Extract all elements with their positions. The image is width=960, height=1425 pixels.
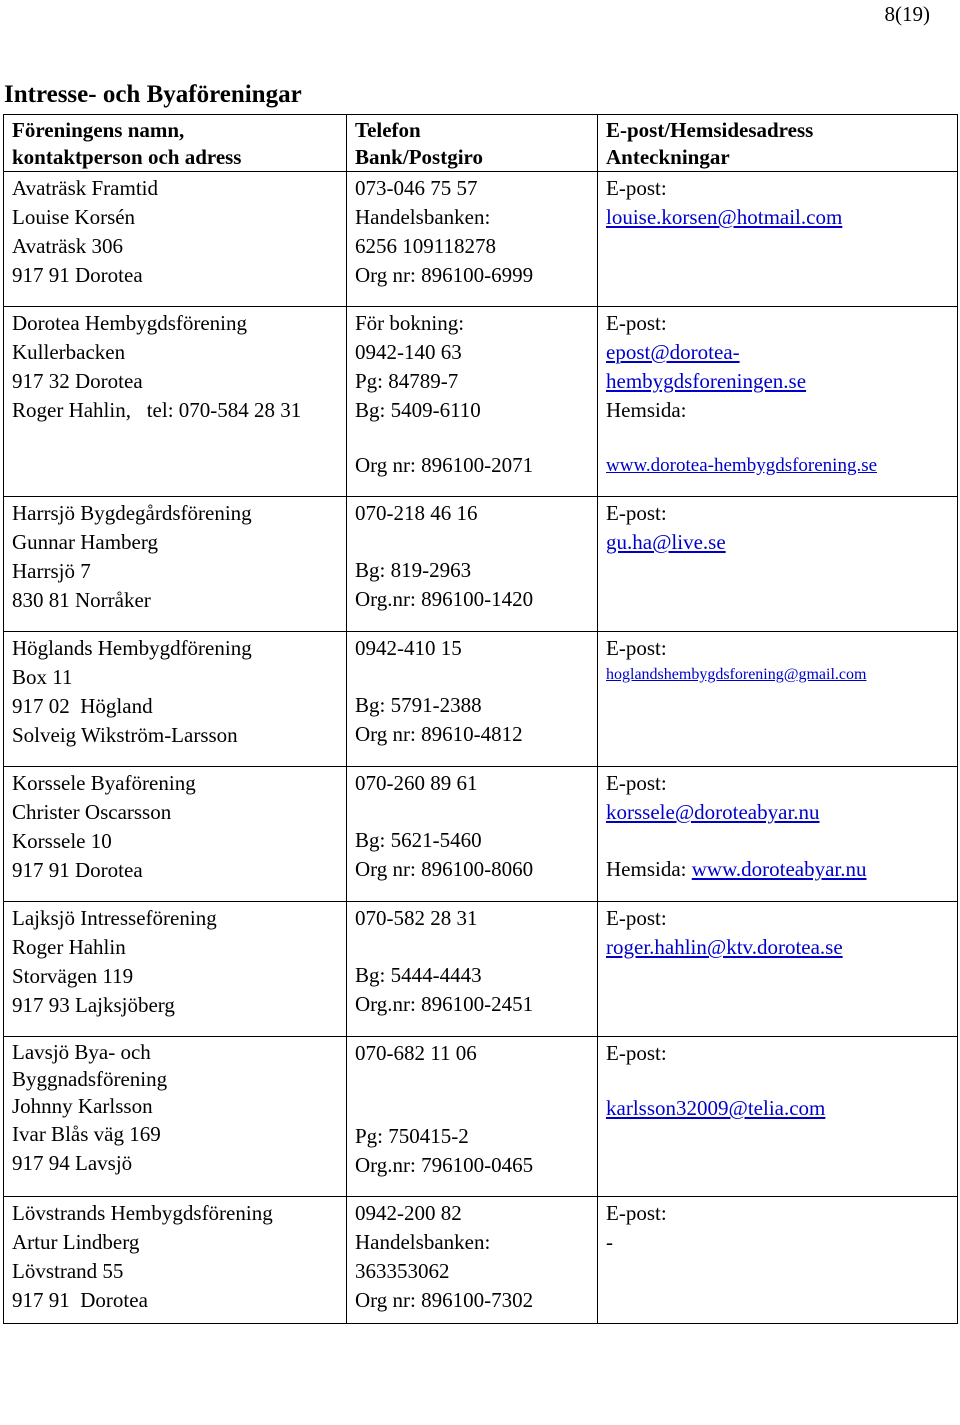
website-link[interactable]: www.doroteabyar.nu	[691, 857, 867, 881]
bank-line: Handelsbanken:	[355, 205, 491, 229]
booking-label: För bokning:	[355, 311, 465, 335]
association-cell	[4, 902, 347, 1037]
email-link[interactable]: gu.ha@live.se	[606, 530, 726, 554]
email-cell	[598, 497, 958, 632]
email-cell	[598, 1197, 958, 1324]
email-link[interactable]: roger.hahlin@ktv.dorotea.se	[606, 935, 843, 959]
association-cell	[4, 307, 347, 497]
contact-line: Harrsjö 7	[12, 559, 91, 583]
org-number: Org.nr: 796100-0465	[355, 1153, 534, 1177]
phone-number: 0942-200 82	[355, 1201, 462, 1225]
phone-number: 070-218 46 16	[355, 501, 478, 525]
spacer	[355, 528, 591, 556]
email-link[interactable]: korssele@doroteabyar.nu	[606, 800, 820, 824]
table-row	[4, 172, 958, 307]
website-link[interactable]: www.dorotea-hembygdsforening.se	[606, 455, 878, 476]
table-row	[4, 632, 958, 767]
phone-bank-cell	[347, 767, 598, 902]
table-row	[4, 902, 958, 1037]
contact-line: Korssele 10	[12, 829, 112, 853]
contact-line: Kullerbacken	[12, 340, 126, 364]
phone-bank-cell	[347, 307, 598, 497]
contact-line: Johnny Karlsson	[12, 1094, 153, 1118]
spacer	[355, 1068, 591, 1122]
association-cell	[4, 1037, 347, 1197]
bankgiro-number: Bg: 5409-6110	[355, 398, 481, 422]
email-label: E-post:	[606, 501, 667, 525]
bankgiro-number: Bg: 5444-4443	[355, 963, 482, 987]
spacer	[355, 425, 591, 451]
bank-line: Handelsbanken:	[355, 1230, 491, 1254]
table-row	[4, 307, 958, 497]
postgiro-number: Pg: 84789-7	[355, 369, 459, 393]
table-row	[4, 497, 958, 632]
phone-number: 070-582 28 31	[355, 906, 478, 930]
association-name: Höglands Hembygdförening	[12, 636, 252, 660]
contact-line: 917 94 Lavsjö	[12, 1151, 133, 1175]
association-name: Lajksjö Intresseförening	[12, 906, 217, 930]
association-cell	[4, 632, 347, 767]
contact-line: Storvägen 119	[12, 964, 134, 988]
spacer	[355, 663, 591, 691]
bankgiro-number: Bg: 819-2963	[355, 558, 472, 582]
spacer	[606, 1068, 951, 1094]
bank-line: 363353062	[355, 1259, 450, 1283]
association-table	[3, 114, 958, 1324]
org-number: Org nr: 896100-6999	[355, 263, 534, 287]
association-cell	[4, 172, 347, 307]
email-label: E-post:	[606, 771, 667, 795]
org-number: Org.nr: 896100-1420	[355, 587, 534, 611]
email-cell	[598, 902, 958, 1037]
contact-line: Ivar Blås väg 169	[12, 1122, 161, 1146]
contact-line: Artur Lindberg	[12, 1230, 140, 1254]
table-row	[4, 1037, 958, 1197]
contact-line: 917 91 Dorotea	[12, 858, 143, 882]
header-line: Anteckningar	[606, 145, 730, 169]
contact-line: 830 81 Norråker	[12, 588, 151, 612]
phone-number: 070-682 11 06	[355, 1041, 477, 1065]
phone-number: 0942-410 15	[355, 636, 462, 660]
bank-line: 6256 109118278	[355, 234, 496, 258]
header-line: Telefon	[355, 118, 421, 142]
column-header-email	[598, 115, 958, 172]
association-cell	[4, 497, 347, 632]
email-label: E-post:	[606, 636, 667, 660]
email-value: -	[606, 1230, 613, 1254]
email-label: E-post:	[606, 1201, 667, 1225]
spacer	[355, 933, 591, 961]
association-name: Lavsjö Bya- och	[12, 1040, 151, 1064]
page-title: Intresse- och Byaföreningar	[4, 81, 302, 108]
email-cell	[598, 1037, 958, 1197]
org-number: Org nr: 896100-8060	[355, 857, 534, 881]
org-number: Org nr: 89610-4812	[355, 722, 523, 746]
email-link[interactable]: epost@dorotea-	[606, 340, 740, 364]
email-cell	[598, 767, 958, 902]
phone-bank-cell	[347, 1037, 598, 1197]
email-label: E-post:	[606, 176, 667, 200]
email-label: E-post:	[606, 906, 667, 930]
column-header-phone	[347, 115, 598, 172]
contact-line: Box 11	[12, 665, 73, 689]
website-label: Hemsida:	[606, 398, 687, 422]
spacer	[606, 425, 951, 451]
phone-bank-cell	[347, 902, 598, 1037]
phone-number: 0942-140 63	[355, 340, 462, 364]
contact-line: 917 02 Högland	[12, 694, 153, 718]
contact-line: 917 93 Lajksjöberg	[12, 993, 175, 1017]
phone-number: 070-260 89 61	[355, 771, 478, 795]
association-name: Harrsjö Bygdegårdsförening	[12, 501, 252, 525]
contact-line: 917 32 Dorotea	[12, 369, 143, 393]
association-name: Lövstrands Hembygdsförening	[12, 1201, 273, 1225]
contact-line: Roger Hahlin	[12, 935, 126, 959]
email-label: E-post:	[606, 311, 667, 335]
org-number: Org nr: 896100-7302	[355, 1288, 534, 1312]
email-cell	[598, 172, 958, 307]
table-header-row	[4, 115, 958, 172]
website-label: Hemsida:	[606, 857, 687, 881]
association-cell	[4, 1197, 347, 1324]
bankgiro-number: Bg: 5791-2388	[355, 693, 482, 717]
postgiro-number: Pg: 750415-2	[355, 1124, 469, 1148]
association-cell	[4, 767, 347, 902]
phone-bank-cell	[347, 497, 598, 632]
table-row	[4, 767, 958, 902]
header-line: Bank/Postgiro	[355, 145, 483, 169]
column-header-name	[4, 115, 347, 172]
org-number: Org nr: 896100-2071	[355, 453, 534, 477]
spacer	[606, 827, 951, 855]
header-line: kontaktperson och adress	[12, 145, 242, 169]
phone-number: 073-046 75 57	[355, 176, 478, 200]
header-line: Föreningens namn,	[12, 118, 185, 142]
phone-bank-cell	[347, 172, 598, 307]
bankgiro-number: Bg: 5621-5460	[355, 828, 482, 852]
table-row	[4, 1197, 958, 1324]
email-cell	[598, 632, 958, 767]
page-number: 8(19)	[884, 2, 930, 26]
email-link[interactable]: louise.korsen@hotmail.com	[606, 205, 843, 229]
website-row	[606, 855, 951, 884]
association-name-continued: Byggnadsförening	[12, 1067, 168, 1091]
association-name: Dorotea Hembygdsförening	[12, 311, 248, 335]
association-name: Avaträsk Framtid	[12, 176, 158, 200]
spacer	[355, 798, 591, 826]
phone-bank-cell	[347, 632, 598, 767]
header-line: E-post/Hemsidesadress	[606, 118, 814, 142]
contact-line: Lövstrand 55	[12, 1259, 124, 1283]
email-link[interactable]: karlsson32009@telia.com	[606, 1096, 826, 1120]
phone-bank-cell	[347, 1197, 598, 1324]
contact-line: 917 91 Dorotea	[12, 263, 143, 287]
contact-line: Roger Hahlin, tel: 070-584 28 31	[12, 398, 302, 422]
contact-line: Louise Korsén	[12, 205, 136, 229]
email-link-continued[interactable]: hembygdsforeningen.se	[606, 369, 807, 393]
email-cell	[598, 307, 958, 497]
email-link[interactable]: hoglandshembygdsforening@gmail.com	[606, 666, 867, 683]
email-label: E-post:	[606, 1041, 667, 1065]
contact-line: Christer Oscarsson	[12, 800, 172, 824]
association-name: Korssele Byaförening	[12, 771, 196, 795]
contact-line: Avaträsk 306	[12, 234, 123, 258]
org-number: Org.nr: 896100-2451	[355, 992, 534, 1016]
contact-line: Solveig Wikström-Larsson	[12, 723, 238, 747]
contact-line: 917 91 Dorotea	[12, 1288, 148, 1312]
contact-line: Gunnar Hamberg	[12, 530, 158, 554]
